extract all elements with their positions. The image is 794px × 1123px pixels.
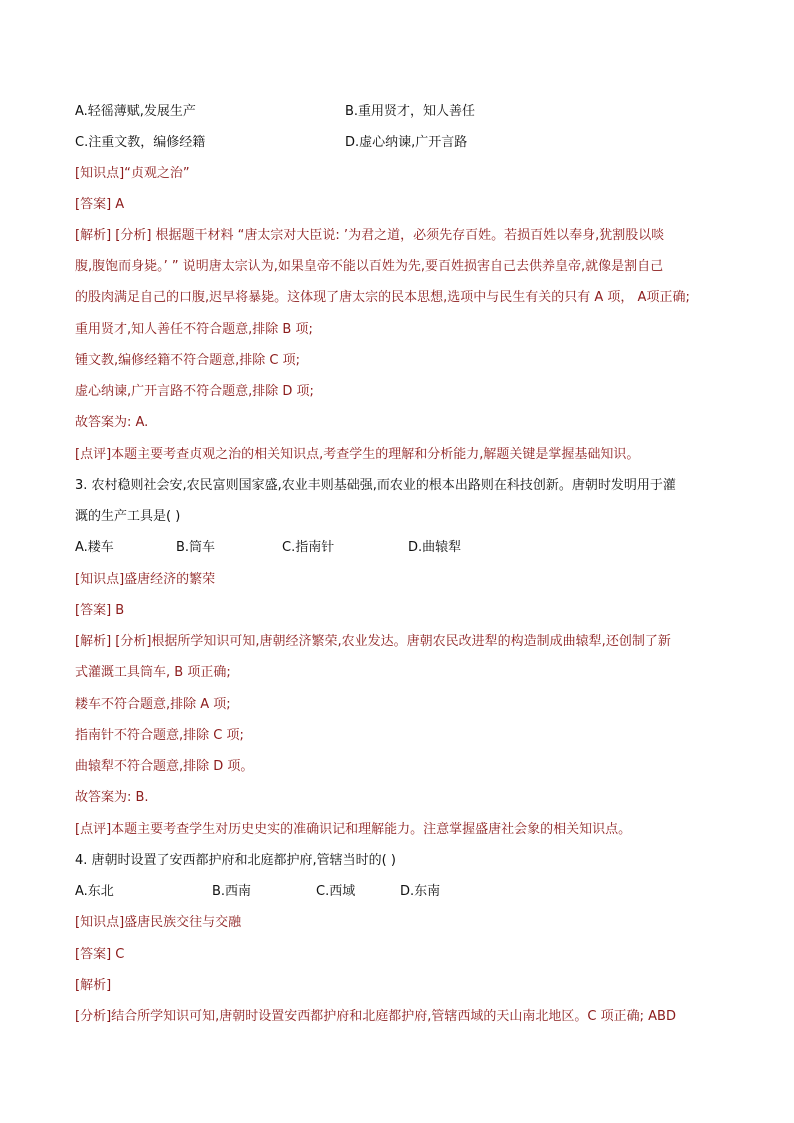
q2-analysis-line: 虚心纳谏,广开言路不符合题意,排除 D 项; [75,384,314,399]
q2-answer-label: [答案] [75,197,112,212]
q3-option-c: C.指南针 [282,540,335,555]
q3-analysis-line: 指南针不符合题意,排除 C 项; [75,728,244,743]
q4-option-a: A.东北 [75,884,114,899]
q3-answer: [答案] B [75,603,125,618]
q2-answer [75,196,124,214]
q3-review: [点评]本题主要考查学生对历史史实的准确识记和理解能力。注意掌握盛唐社会象的相关知识点。 [75,822,632,837]
q3-option-d: D.曲辕犁 [408,540,462,555]
q2-analysis-line: 锺文教,编修经籍不符合题意,排除 C 项; [75,353,300,368]
q2-option-d: D.虚心纳谏,广开言路 [345,135,468,150]
q2-conclusion: 故答案为: A. [75,415,149,430]
q4-option-b: B.西南 [212,884,252,899]
q2-review: [点评]本题主要考查贞观之治的相关知识点,考查学生的理解和分析能力,解题关键是掌握基础知识。 [75,447,640,462]
q3-knowledge-point: [知识点]盛唐经济的繁荣 [75,572,216,587]
q3-stem-line: 3. 农村稳则社会安,农民富则国家盛,农业丰则基础强,而农业的根本出路则在科技创新。唐朝时发明用于灌 [75,478,676,493]
q4-analysis-line: [分析]结合所学知识可知,唐朝时设置安西都护府和北庭都护府,管辖西域的天山南北地区。C 项正确; ABD [75,1009,676,1024]
q2-answer-value: A [115,197,125,212]
q2-analysis-line: 的股肉满足自己的口腹,迟早将暴毙。这体现了唐太宗的民本思想,选项中与民生有关的只有 A 项， A项正确; [75,290,690,305]
q2-knowledge-text: “贞观之治” [124,166,190,181]
q4-analysis-label: [解析] [75,978,112,993]
q4-option-d: D.东南 [400,884,441,899]
q2-option-b: B.重用贤才，知人善任 [345,104,476,119]
q3-option-b: B.筒车 [176,540,216,555]
q2-analysis-line: [解析] [分析] 根据题干材料 “唐太宗对大臣说: ’为君之道，必须先存百姓。若损百姓以奉身,犹割股以啖 [75,228,665,243]
q4-knowledge-point: [知识点]盛唐民族交往与交融 [75,915,242,930]
q2-knowledge-point [75,165,190,183]
q3-analysis-line: [解析] [分析]根据所学知识可知,唐朝经济繁荣,农业发达。唐朝农民改进犁的构造制成曲辕犁,还创制了新 [75,634,671,649]
q3-stem-line: 溉的生产工具是( ) [75,509,181,524]
q4-option-c: C.西域 [316,884,356,899]
q2-analysis-line: 重用贤才,知人善任不符合题意,排除 B 项; [75,322,313,337]
q3-analysis-line: 式灌溉工具筒车, B 项正确; [75,665,231,680]
q2-analysis-line: 腹,腹饱而身毙。’ ” 说明唐太宗认为,如果皇帝不能以百姓为先,要百姓损害自己去供养皇帝,就像是割自己 [75,259,664,274]
q4-answer: [答案] C [75,947,125,962]
q3-conclusion: 故答案为: B. [75,790,149,805]
q3-option-a: A.耧车 [75,540,114,555]
q2-option-a: A.轻徭薄赋,发展生产 [75,104,196,119]
q3-analysis-line: 曲辕犁不符合题意,排除 D 项。 [75,759,254,774]
q3-analysis-line: 耧车不符合题意,排除 A 项; [75,697,231,712]
q2-knowledge-label: [知识点] [75,166,125,181]
q2-option-c: C.注重文教，编修经籍 [75,135,206,150]
q4-stem: 4. 唐朝时设置了安西都护府和北庭都护府,管辖当时的( ) [75,853,396,868]
